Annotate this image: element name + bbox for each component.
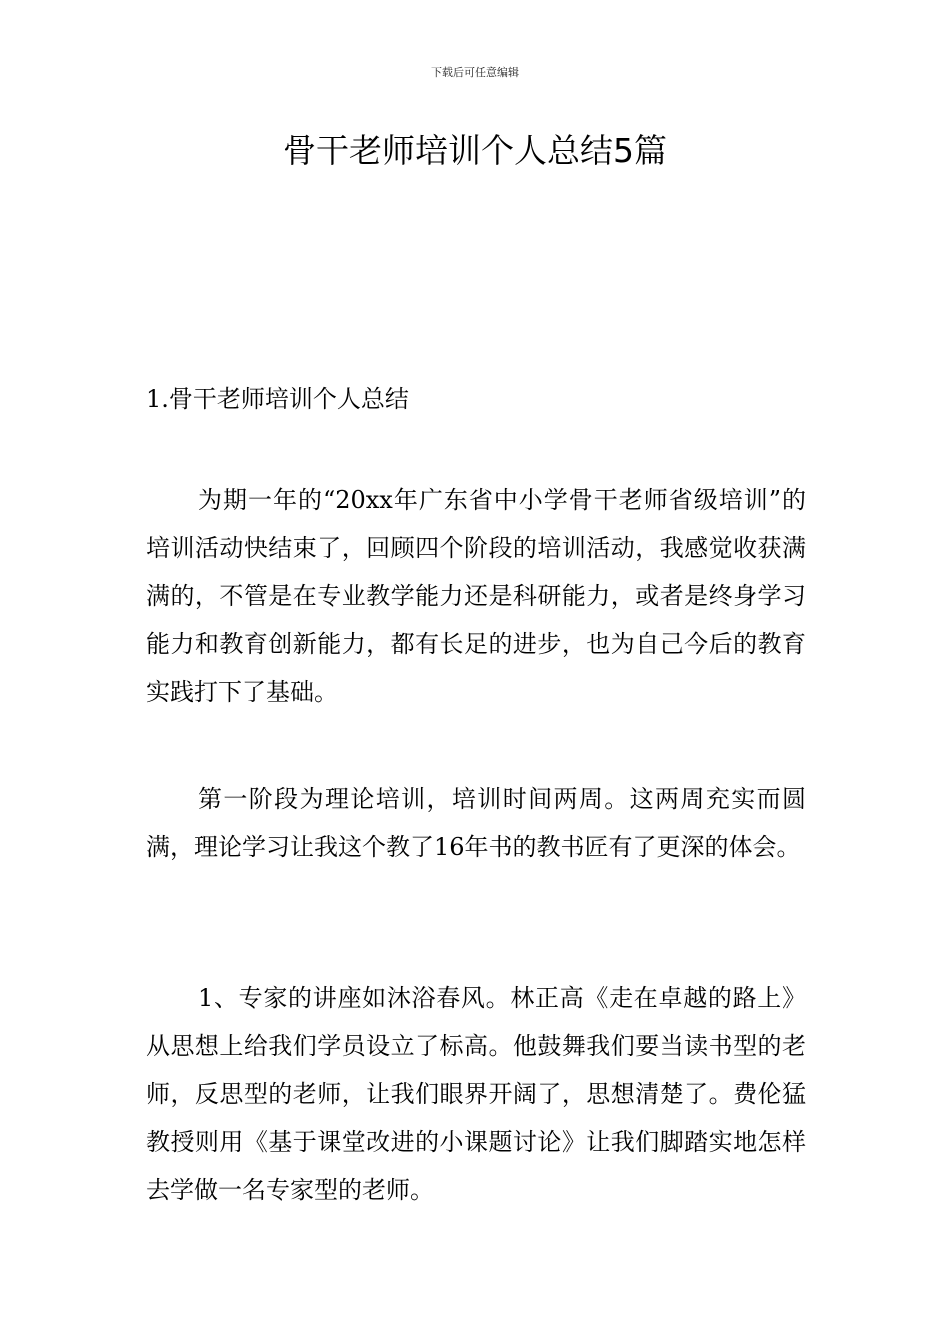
paragraph-expert-lectures: 1、专家的讲座如沐浴春风。林正高《走在卓越的路上》从思想上给我们学员设立了标高。他鼓舞我们要当读书型的老师，反思型的老师，让我们眼界开阔了，思想清楚了。费伦猛教授则用《基于课堂改进的小课题讨论》让我们脚踏实地怎样去学做一名专家型的老师。 xyxy=(146,984,806,1204)
document-title: 骨干老师培训个人总结5篇 xyxy=(283,131,667,170)
header-note: 下载后可任意编辑 xyxy=(431,66,519,79)
paragraph-stage-one: 第一阶段为理论培训，培训时间两周。这两周充实而圆满，理论学习让我这个教了16年书的教书匠有了更深的体会。 xyxy=(146,785,806,861)
section-heading: 1.骨干老师培训个人总结 xyxy=(146,385,409,413)
paragraph-intro: 为期一年的“20xx年广东省中小学骨干老师省级培训”的培训活动快结束了，回顾四个阶段的培训活动，我感觉收获满满的，不管是在专业教学能力还是科研能力，或者是终身学习能力和教育创新能力，都有长足的进步，也为自己今后的教育实践打下了基础。 xyxy=(146,486,806,706)
